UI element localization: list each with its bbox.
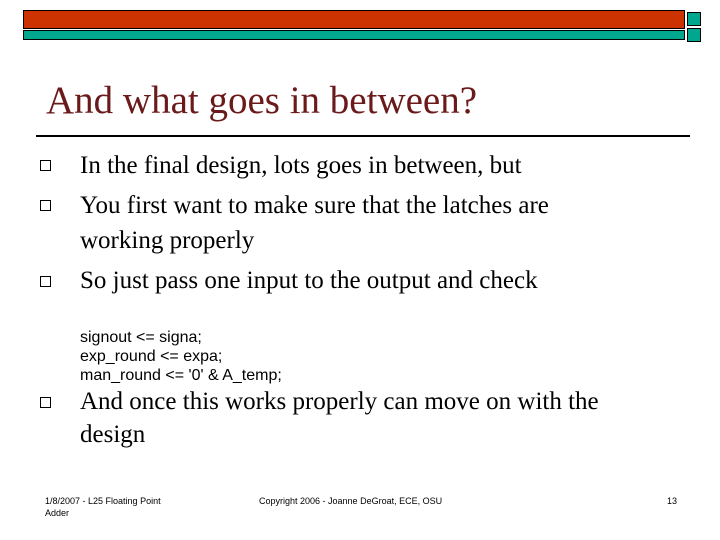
bullet-text: You first want to make sure that the latches are: [80, 192, 549, 219]
bullet-text: So just pass one input to the output and check: [80, 267, 538, 294]
bullet-text-continuation: design: [80, 421, 146, 448]
bullet-icon: [40, 276, 51, 287]
header-square-top: [687, 12, 701, 26]
slide-title: And what goes in between?: [46, 79, 478, 122]
header-green-bar: [23, 30, 685, 40]
bullet-icon: [40, 160, 51, 171]
code-line: signout <= signa;: [80, 329, 202, 346]
footer-copyright: Copyright 2006 - Joanne DeGroat, ECE, OSU: [259, 496, 443, 506]
header-red-bar: [23, 10, 685, 29]
bullet-text: And once this works properly can move on with the: [80, 388, 599, 415]
bullet-text-continuation: working properly: [80, 227, 255, 254]
bullet-text: In the final design, lots goes in between, but: [80, 152, 522, 179]
page-number: 13: [667, 496, 678, 506]
bullet-icon: [40, 397, 51, 408]
bullet-icon: [40, 200, 51, 211]
footer-date-title: 1/8/2007 - L25 Floating Point Adder: [45, 496, 161, 518]
code-line: man_round <= '0' & A_temp;: [80, 367, 282, 384]
title-divider: [36, 135, 690, 137]
code-line: exp_round <= expa;: [80, 348, 223, 365]
header-square-bottom: [687, 28, 701, 42]
